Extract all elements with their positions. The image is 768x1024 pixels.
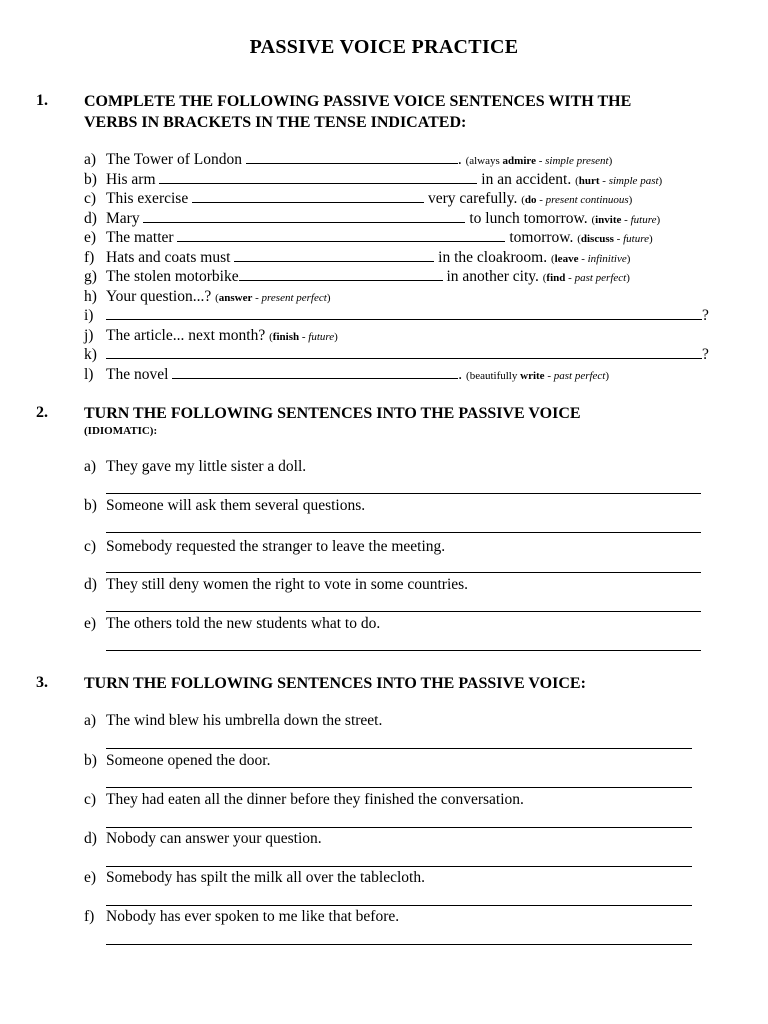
s3-item-c xyxy=(84,790,524,809)
section-2-heading xyxy=(84,403,724,442)
answer-blank[interactable] xyxy=(177,228,505,242)
section-2-number: 2. xyxy=(36,404,48,421)
s2-answer-line-b[interactable] xyxy=(106,532,701,533)
s1-item-f xyxy=(84,248,630,269)
item-text-after: in another city. xyxy=(446,268,539,285)
s1-item-a xyxy=(84,150,612,171)
answer-blank[interactable] xyxy=(159,170,477,184)
item-label: f) xyxy=(84,249,95,266)
item-text-after: ? xyxy=(702,346,709,363)
item-text-before: The matter xyxy=(106,229,174,246)
s1-item-i xyxy=(84,306,709,325)
section-3-heading: TURN THE FOLLOWING SENTENCES INTO THE PASSIVE VOICE: xyxy=(84,675,586,692)
s2-answer-line-e[interactable] xyxy=(106,650,701,651)
item-label: k) xyxy=(84,346,97,363)
s1-item-c xyxy=(84,189,632,210)
s3-item-d xyxy=(84,829,322,848)
s1-item-e xyxy=(84,228,653,249)
s1-item-l xyxy=(84,365,609,386)
s3-item-f xyxy=(84,907,399,926)
verb-hint: (always admire - simple present) xyxy=(465,155,613,167)
item-text: Somebody has spilt the milk all over the tablecloth. xyxy=(106,869,425,886)
item-text-after: ? xyxy=(702,307,709,324)
item-label: c) xyxy=(84,791,97,808)
s1-item-g xyxy=(84,267,630,288)
item-label: d) xyxy=(84,830,97,847)
s1-item-j xyxy=(84,326,338,347)
item-text: Nobody can answer your question. xyxy=(106,830,322,847)
s1-item-k xyxy=(84,345,709,364)
page-title: PASSIVE VOICE PRACTICE xyxy=(249,36,519,58)
s3-answer-line-b[interactable] xyxy=(106,787,692,788)
item-label: e) xyxy=(84,869,97,886)
verb-hint: (hurt - simple past) xyxy=(575,175,663,187)
item-label: b) xyxy=(84,497,97,514)
item-text: The others told the new students what to do. xyxy=(106,615,381,632)
item-label: j) xyxy=(84,327,94,344)
s3-answer-line-d[interactable] xyxy=(106,866,692,867)
item-text: They gave my little sister a doll. xyxy=(106,458,307,475)
item-label: c) xyxy=(84,190,97,207)
item-text: Somebody requested the stranger to leave the meeting. xyxy=(106,538,446,555)
item-text-before: The novel xyxy=(106,366,169,383)
item-label: c) xyxy=(84,538,97,555)
item-text: They still deny women the right to vote in some countries. xyxy=(106,576,469,593)
answer-blank[interactable] xyxy=(192,189,424,203)
item-label: e) xyxy=(84,229,97,246)
section-1-number: 1. xyxy=(36,92,48,109)
s3-item-a xyxy=(84,711,382,730)
answer-blank[interactable] xyxy=(143,209,465,223)
s2-answer-line-c[interactable] xyxy=(106,572,701,573)
answer-blank[interactable] xyxy=(234,248,434,262)
item-text-before: The stolen motorbike xyxy=(106,268,239,285)
s2-item-a xyxy=(84,457,306,476)
item-text-before: The article... next month? xyxy=(106,327,266,344)
answer-blank[interactable] xyxy=(239,267,443,281)
item-text-after: in the cloakroom. xyxy=(438,249,548,266)
answer-blank[interactable] xyxy=(246,150,458,164)
item-label: d) xyxy=(84,210,97,227)
verb-hint: (invite - future) xyxy=(591,214,661,226)
section-3-number: 3. xyxy=(36,674,48,691)
s3-answer-line-a[interactable] xyxy=(106,748,692,749)
s2-answer-line-d[interactable] xyxy=(106,611,701,612)
item-label: a) xyxy=(84,458,97,475)
s2-item-c xyxy=(84,537,445,556)
answer-blank[interactable] xyxy=(106,306,702,320)
s1-item-b xyxy=(84,170,662,191)
item-label: e) xyxy=(84,615,97,632)
item-text-before: His arm xyxy=(106,171,156,188)
item-text-before: Mary xyxy=(106,210,140,227)
item-text-before: Your question...? xyxy=(106,288,212,305)
s3-item-b xyxy=(84,751,270,770)
item-text-before: This exercise xyxy=(106,190,189,207)
item-text-after: in an accident. xyxy=(481,171,572,188)
section-1-heading-line-2: VERBS IN BRACKETS IN THE TENSE INDICATED: xyxy=(84,114,467,131)
item-label: g) xyxy=(84,268,97,285)
item-text: The wind blew his umbrella down the street. xyxy=(106,712,383,729)
answer-blank[interactable] xyxy=(106,345,702,359)
item-text: Someone opened the door. xyxy=(106,752,271,769)
section-1-heading-line-1: COMPLETE THE FOLLOWING PASSIVE VOICE SENTENCES WITH THE xyxy=(84,93,632,110)
item-label: h) xyxy=(84,288,97,305)
verb-hint: (find - past perfect) xyxy=(542,272,630,284)
item-label: a) xyxy=(84,151,97,168)
s2-item-b xyxy=(84,496,365,515)
s3-answer-line-e[interactable] xyxy=(106,905,692,906)
item-text: Nobody has ever spoken to me like that before. xyxy=(106,908,400,925)
item-text-after: tomorrow. xyxy=(509,229,574,246)
verb-hint: (leave - infinitive) xyxy=(550,253,631,265)
section-2-heading-text: TURN THE FOLLOWING SENTENCES INTO THE PASSIVE VOICE xyxy=(84,405,581,422)
item-text-before: Hats and coats must xyxy=(106,249,231,266)
item-text-after: . xyxy=(457,151,462,168)
section-2-subheading: (IDIOMATIC): xyxy=(84,425,158,437)
item-text: Someone will ask them several questions. xyxy=(106,497,366,514)
verb-hint: (finish - future) xyxy=(269,331,338,343)
item-text: They had eaten all the dinner before they finished the conversation. xyxy=(106,791,524,808)
s3-answer-line-c[interactable] xyxy=(106,827,692,828)
s2-item-d xyxy=(84,575,468,594)
section-1-heading xyxy=(84,91,724,133)
item-label: l) xyxy=(84,366,94,383)
item-label: a) xyxy=(84,712,97,729)
item-label: b) xyxy=(84,752,97,769)
answer-blank[interactable] xyxy=(172,365,458,379)
item-label: i) xyxy=(84,307,94,324)
s2-answer-line-a[interactable] xyxy=(106,493,701,494)
verb-hint: (discuss - future) xyxy=(577,233,653,245)
s1-item-h xyxy=(84,287,330,308)
item-text-after: very carefully. xyxy=(427,190,518,207)
item-label: f) xyxy=(84,908,95,925)
verb-hint: (beautifully write - past perfect) xyxy=(466,370,610,382)
item-label: b) xyxy=(84,171,97,188)
s2-item-e xyxy=(84,614,380,633)
item-text-before: The Tower of London xyxy=(106,151,242,168)
verb-hint: (do - present continuous) xyxy=(521,194,633,206)
verb-hint: (answer - present perfect) xyxy=(215,292,331,304)
s3-answer-line-f[interactable] xyxy=(106,944,692,945)
item-text-after: to lunch tomorrow. xyxy=(469,210,588,227)
item-label: d) xyxy=(84,576,97,593)
s1-item-d xyxy=(84,209,660,230)
s3-item-e xyxy=(84,868,425,887)
item-text-after: . xyxy=(458,366,463,383)
